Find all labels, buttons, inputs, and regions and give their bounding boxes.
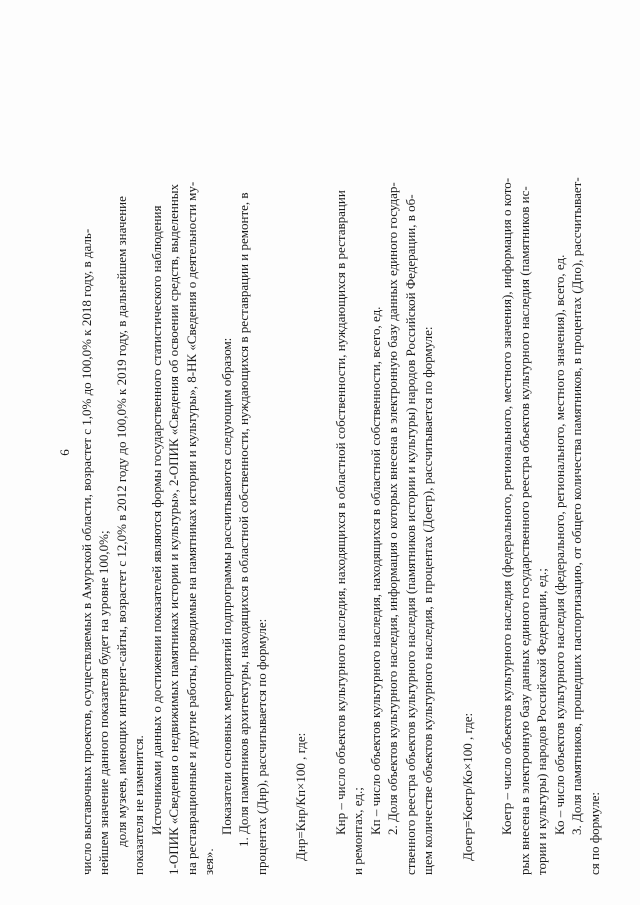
- text-line: Кнр – число объектов культурного наследия, находящихся в областной собственности, нуждающихся в реставрации: [332, 190, 348, 835]
- text-line: на реставрационные и другие работы, проводимые на памятниках истории и культуры», 8-НК «Сведения о деятельности му-: [183, 181, 199, 875]
- text-line: Показатели основных мероприятий подпрограммы рассчитываются следующим образом:: [218, 337, 234, 835]
- spacer: [310, 30, 332, 875]
- spacer: [270, 30, 292, 875]
- spacer: [437, 30, 459, 875]
- text-line: 2. Доля объектов культурного наследия, информация о которых внесена в электронную базу данных единого государ-: [385, 182, 400, 835]
- text-line: число выставочных проектов, осуществляемых в Амурской области, возрастет с 1,0% до 100,0% к 2018 году, в даль-: [78, 228, 94, 875]
- text-line: нейшем значение данного показателя будет на уровне 100,0%;: [96, 530, 111, 875]
- formula-dnr: Днр=Кнр/Кп×100 , где:: [293, 732, 308, 861]
- rotated-text-block: [56, 30, 602, 875]
- text-line: ственного реестра объектов культурного наследия (памятников истории и культуры) народов Российской Федерации, в об-: [402, 194, 418, 875]
- text-line: ся по формуле:: [586, 792, 602, 875]
- text-line: Кп – число объектов культурного наследия, находящихся в областной собственности, всего, ед.: [367, 306, 383, 835]
- text-line: тории и культуры) народов Российской Федерации, ед.;: [534, 568, 549, 875]
- text-line: доля музеев, имеющих интернет-сайты, возрастет с 12,0% в 2012 году до 100,0% к 2019 году, в дальнейшем значение: [113, 196, 129, 847]
- spacer: [476, 30, 498, 875]
- text-line: 1-ОПИК «Сведения о недвижимых памятниках истории и культуры», 2-ОПИК «Сведения об освоении средств, выделенных: [166, 183, 181, 875]
- text-line: 1. Доля памятников архитектуры, находящихся в областной собственности, нуждающихся в реставрации и ремонте, в: [236, 192, 251, 847]
- text-line: и ремонтах, ед.;: [350, 787, 365, 875]
- text-line: Коегр – число объектов культурного наследия (федерального, регионального, местного значения), информация о кото-: [499, 177, 514, 835]
- text-line: Источниками данных о достижении показателей являются формы государственного статистического наблюдения: [148, 205, 164, 835]
- text-line: 3. Доля памятников, прошедших паспортизацию, от общего количества памятников, в процентах (Дпо), рассчитывает-: [569, 177, 584, 835]
- text-line: щем количестве объектов культурного наследия, в процентах (Доегр), рассчитывается по формуле:: [420, 326, 435, 875]
- page-number: 6: [57, 449, 72, 456]
- text-line: Ко – число объектов культурного наследия (федерального, регионального, местного значения), всего, ед.: [551, 254, 567, 835]
- text-line: рых внесена в электронную базу данных единого государственного реестра объектов культурного наследия (памятников ис-: [516, 186, 532, 875]
- text-line: процентах (Днр), рассчитывается по формуле:: [253, 618, 269, 875]
- text-line: зея».: [201, 848, 216, 875]
- formula-doegr: Доегр=Коегр/Ко×100 , где:: [459, 712, 475, 861]
- text-line: показателя не изменится.: [131, 735, 146, 875]
